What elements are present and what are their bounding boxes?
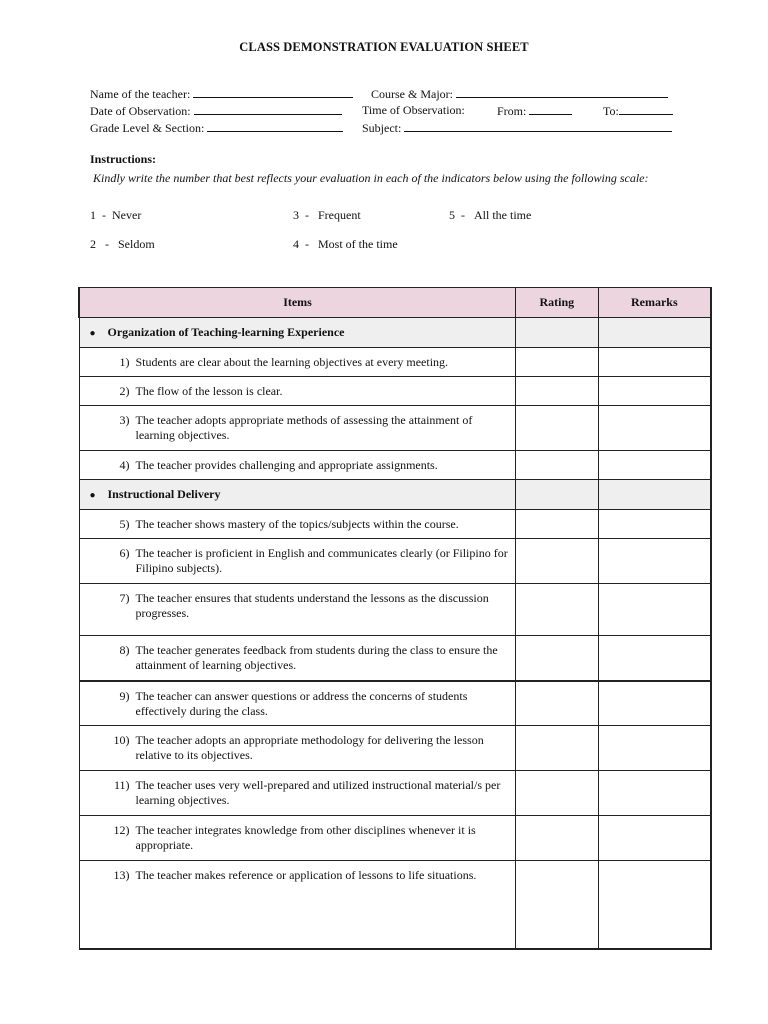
rating-input-cell[interactable] bbox=[516, 681, 599, 726]
teacher-name-field bbox=[90, 86, 353, 102]
item-number: 4) bbox=[119, 458, 130, 472]
item-cell bbox=[79, 510, 516, 539]
rating-input-cell[interactable] bbox=[516, 584, 599, 636]
remarks-input-cell[interactable] bbox=[598, 510, 711, 539]
subject-label: Subject: bbox=[362, 121, 402, 135]
grade-section-label: Grade Level & Section: bbox=[90, 121, 205, 135]
remarks-input-cell[interactable] bbox=[598, 861, 711, 949]
item-text: The teacher provides challenging and appropriate assignments. bbox=[135, 458, 438, 472]
scale-item-4: 4 - Most of the time bbox=[293, 237, 398, 251]
bullet-icon: ● bbox=[89, 490, 96, 501]
course-major-field bbox=[371, 86, 668, 102]
instructions-heading: Instructions: bbox=[90, 152, 157, 166]
from-label: From: bbox=[497, 104, 527, 118]
remarks-input-cell[interactable] bbox=[598, 771, 711, 816]
item-text: The flow of the lesson is clear. bbox=[135, 384, 283, 398]
scale-number: 1 bbox=[90, 208, 96, 222]
to-label: To: bbox=[603, 104, 619, 118]
header-remarks: Remarks bbox=[598, 288, 711, 318]
item-number: 7) bbox=[119, 591, 130, 605]
item-cell bbox=[79, 636, 516, 681]
remarks-input-cell[interactable] bbox=[598, 726, 711, 771]
item-cell bbox=[79, 584, 516, 636]
item-text: The teacher can answer questions or address the concerns of students effectively during the class. bbox=[135, 688, 468, 718]
instructions-text: Kindly write the number that best reflects your evaluation in each of the indicators below using the following scale: bbox=[93, 171, 649, 185]
item-text: The teacher integrates knowledge from other disciplines whenever it is appropriate. bbox=[135, 823, 476, 852]
teacher-name-blank[interactable] bbox=[193, 86, 353, 98]
remarks-input-cell[interactable] bbox=[598, 348, 711, 377]
header-items: Items bbox=[79, 288, 516, 318]
item-text: The teacher adopts an appropriate methodology for delivering the lesson relative to its objectives. bbox=[135, 733, 484, 762]
from-field bbox=[497, 103, 572, 119]
rating-input-cell[interactable] bbox=[516, 377, 599, 406]
item-number: 3) bbox=[119, 413, 130, 427]
item-cell bbox=[79, 406, 516, 451]
rating-cell bbox=[516, 480, 599, 510]
table-row bbox=[79, 816, 711, 861]
remarks-input-cell[interactable] bbox=[598, 584, 711, 636]
table-row bbox=[79, 451, 711, 480]
scale-label: Seldom bbox=[118, 237, 155, 251]
table-row bbox=[79, 681, 711, 726]
table-row bbox=[79, 348, 711, 377]
item-number: 9) bbox=[119, 688, 130, 703]
rating-input-cell[interactable] bbox=[516, 771, 599, 816]
item-number: 6) bbox=[119, 546, 130, 560]
remarks-input-cell[interactable] bbox=[598, 539, 711, 584]
item-text: The teacher is proficient in English and communicates clearly (or Filipino for Filipino subjects). bbox=[135, 546, 508, 575]
section-title: Organization of Teaching-learning Experience bbox=[107, 325, 345, 339]
remarks-input-cell[interactable] bbox=[598, 816, 711, 861]
subject-field bbox=[362, 120, 672, 136]
item-cell bbox=[79, 861, 516, 949]
remarks-cell bbox=[598, 480, 711, 510]
table-row bbox=[79, 771, 711, 816]
item-number: 13) bbox=[113, 868, 130, 882]
item-text: Students are clear about the learning objectives at every meeting. bbox=[135, 355, 449, 369]
rating-input-cell[interactable] bbox=[516, 406, 599, 451]
date-observation-field bbox=[90, 103, 342, 119]
scale-number: 2 bbox=[90, 237, 96, 251]
item-cell bbox=[79, 816, 516, 861]
course-major-blank[interactable] bbox=[456, 86, 668, 98]
item-cell bbox=[79, 771, 516, 816]
item-number: 10) bbox=[113, 733, 130, 747]
rating-cell bbox=[516, 318, 599, 348]
item-cell bbox=[79, 348, 516, 377]
time-observation-label: Time of Observation: bbox=[362, 103, 465, 117]
remarks-cell bbox=[598, 318, 711, 348]
section-title-cell bbox=[79, 480, 516, 510]
scale-item-1: 1 - Never bbox=[90, 208, 142, 222]
section-title: Instructional Delivery bbox=[107, 487, 221, 501]
table-row bbox=[79, 539, 711, 584]
item-text: The teacher generates feedback from students during the class to ensure the attainment of learning objectives. bbox=[135, 643, 498, 672]
scale-item-5: 5 - All the time bbox=[449, 208, 532, 222]
item-cell bbox=[79, 726, 516, 771]
item-text: The teacher shows mastery of the topics/subjects within the course. bbox=[135, 517, 459, 531]
document-title: CLASS DEMONSTRATION EVALUATION SHEET bbox=[239, 40, 529, 54]
table-row bbox=[79, 406, 711, 451]
rating-input-cell[interactable] bbox=[516, 861, 599, 949]
remarks-input-cell[interactable] bbox=[598, 377, 711, 406]
item-cell bbox=[79, 681, 516, 726]
table-header-row bbox=[79, 288, 711, 318]
scale-number: 5 bbox=[449, 208, 455, 222]
time-observation-field bbox=[362, 103, 465, 118]
item-text: The teacher ensures that students understand the lessons as the discussion progresses. bbox=[135, 591, 489, 620]
table-row bbox=[79, 636, 711, 681]
remarks-input-cell[interactable] bbox=[598, 681, 711, 726]
item-number: 1) bbox=[119, 355, 130, 369]
evaluation-table bbox=[78, 287, 712, 950]
bullet-icon: ● bbox=[89, 328, 96, 339]
item-text: The teacher uses very well-prepared and utilized instructional material/s per learning objectives. bbox=[135, 778, 501, 807]
table-row bbox=[79, 510, 711, 539]
section-title-cell bbox=[79, 318, 516, 348]
header-rating: Rating bbox=[516, 288, 599, 318]
grade-section-field bbox=[90, 120, 343, 136]
scale-label: Never bbox=[112, 208, 142, 222]
scale-label: All the time bbox=[474, 208, 532, 222]
grade-section-blank[interactable] bbox=[207, 120, 343, 132]
remarks-input-cell[interactable] bbox=[598, 636, 711, 681]
remarks-input-cell[interactable] bbox=[598, 406, 711, 451]
scale-item-3: 3 - Frequent bbox=[293, 208, 361, 222]
course-major-label: Course & Major: bbox=[371, 87, 453, 101]
rating-input-cell[interactable] bbox=[516, 348, 599, 377]
item-number: 12) bbox=[113, 823, 130, 837]
table-row bbox=[79, 726, 711, 771]
rating-input-cell[interactable] bbox=[516, 636, 599, 681]
section-row bbox=[79, 480, 711, 510]
item-cell bbox=[79, 451, 516, 480]
scale-label: Frequent bbox=[318, 208, 361, 222]
remarks-input-cell[interactable] bbox=[598, 451, 711, 480]
teacher-name-label: Name of the teacher: bbox=[90, 87, 191, 101]
item-cell bbox=[79, 377, 516, 406]
to-field bbox=[603, 103, 673, 119]
scale-item-2: 2 - Seldom bbox=[90, 237, 155, 251]
scale-number: 3 bbox=[293, 208, 299, 222]
item-number: 11) bbox=[113, 778, 130, 792]
date-observation-blank[interactable] bbox=[194, 103, 342, 115]
rating-input-cell[interactable] bbox=[516, 451, 599, 480]
rating-input-cell[interactable] bbox=[516, 816, 599, 861]
item-text: The teacher adopts appropriate methods of assessing the attainment of learning objectives. bbox=[135, 413, 473, 442]
item-number: 8) bbox=[119, 643, 130, 657]
section-row bbox=[79, 318, 711, 348]
item-text: The teacher makes reference or application of lessons to life situations. bbox=[135, 868, 477, 882]
rating-input-cell[interactable] bbox=[516, 539, 599, 584]
from-blank[interactable] bbox=[529, 103, 572, 115]
item-number: 2) bbox=[119, 384, 130, 398]
rating-input-cell[interactable] bbox=[516, 726, 599, 771]
subject-blank[interactable] bbox=[404, 120, 672, 132]
item-number: 5) bbox=[119, 517, 130, 531]
table-row bbox=[79, 377, 711, 406]
to-blank[interactable] bbox=[619, 103, 673, 115]
scale-label: Most of the time bbox=[318, 237, 398, 251]
table-row bbox=[79, 861, 711, 949]
date-observation-label: Date of Observation: bbox=[90, 104, 191, 118]
table-row bbox=[79, 584, 711, 636]
item-cell bbox=[79, 539, 516, 584]
scale-number: 4 bbox=[293, 237, 299, 251]
rating-input-cell[interactable] bbox=[516, 510, 599, 539]
